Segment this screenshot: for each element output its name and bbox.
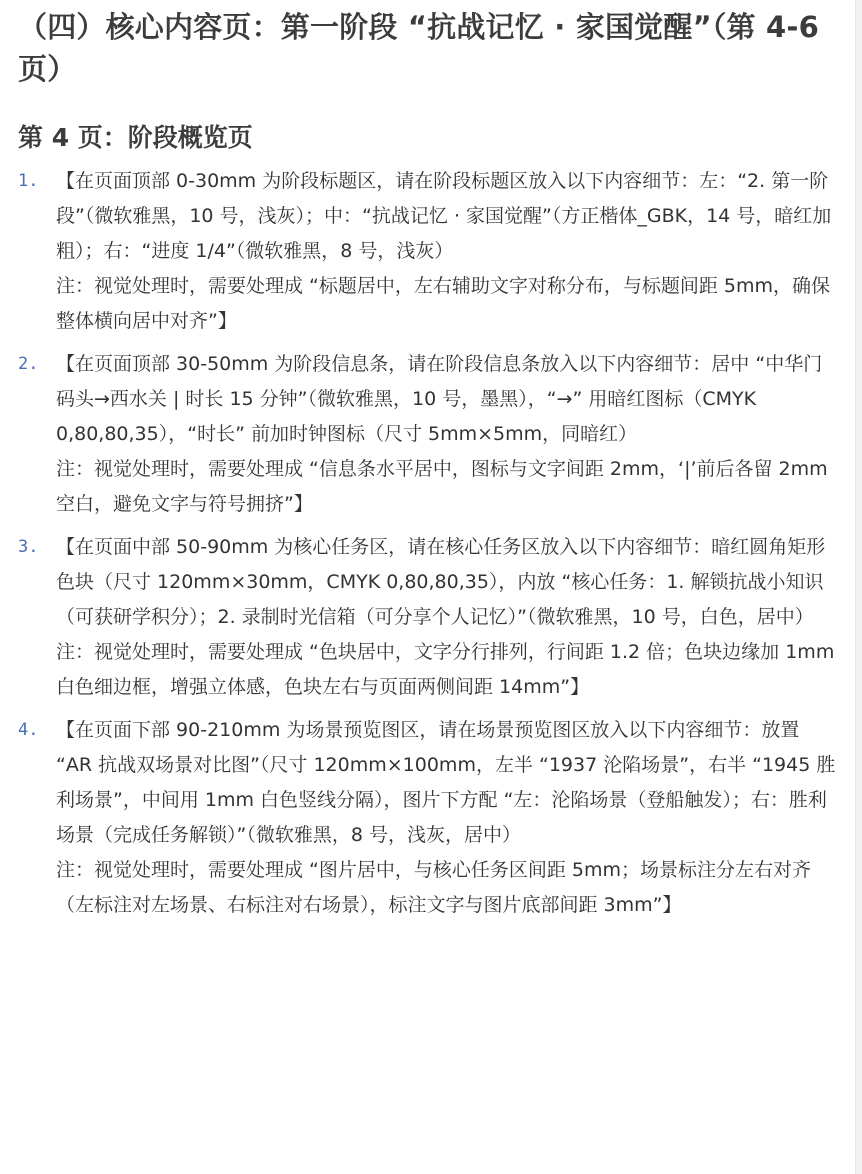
section-title: （四）核心内容页：第一阶段 “抗战记忆 · 家国觉醒”（第 4-6 页） [18, 10, 820, 86]
list-item-number: 4. [18, 720, 39, 740]
list-item-number: 2. [18, 354, 39, 374]
page-heading: 第 4 页：阶段概览页 [18, 123, 253, 152]
list-item [18, 164, 838, 339]
vertical-scrollbar[interactable] [855, 0, 862, 1174]
list-item-note: 注：视觉处理时，需要处理成 “信息条水平居中，图标与文字间距 2mm，‘|’前后各留 2mm 空白，避免文字与符号拥挤”】 [56, 458, 828, 515]
list-item [18, 347, 838, 522]
list-item-number: 3. [18, 537, 39, 557]
list-item-text: 【在页面顶部 0-30mm 为阶段标题区，请在阶段标题区放入以下内容细节：左：“2. 第一阶段”（微软雅黑，10 号，浅灰）；中：“抗战记忆 · 家国觉醒”（方正楷体_GBK，14 号，暗红加粗）；右：“进度 1/4”（微软雅黑，8 号，浅灰） [56, 170, 832, 262]
list-item-note: 注：视觉处理时，需要处理成 “图片居中，与核心任务区间距 5mm；场景标注分左右对齐（左标注对左场景、右标注对右场景），标注文字与图片底部间距 3mm”】 [56, 859, 812, 916]
list-item [18, 530, 838, 705]
list-item-note: 注：视觉处理时，需要处理成 “色块居中，文字分行排列，行间距 1.2 倍；色块边缘加 1mm 白色细边框，增强立体感，色块左右与页面两侧间距 14mm”】 [56, 641, 835, 698]
list-item-text: 【在页面顶部 30-50mm 为阶段信息条，请在阶段信息条放入以下内容细节：居中 “中华门码头→西水关 | 时长 15 分钟”（微软雅黑，10 号，墨黑），“→” 用暗红图标（CMYK 0,80,80,35），“时长” 前加时钟图标（尺寸 5mm×5mm，同暗红） [56, 353, 823, 445]
list-item-text: 【在页面下部 90-210mm 为场景预览图区，请在场景预览图区放入以下内容细节：放置 “AR 抗战双场景对比图”（尺寸 120mm×100mm，左半 “1937 沦陷场景”，右半 “1945 胜利场景”，中间用 1mm 白色竖线分隔），图片下方配 “左：沦陷场景（登船触发）；右：胜利场景（完成任务解锁）”（微软雅黑，8 号，浅灰，居中） [56, 719, 836, 846]
list-item-text: 【在页面中部 50-90mm 为核心任务区，请在核心任务区放入以下内容细节：暗红圆角矩形色块（尺寸 120mm×30mm，CMYK 0,80,80,35），内放 “核心任务：1. 解锁抗战小知识（可获研学积分）；2. 录制时光信箱（可分享个人记忆）”（微软雅黑，10 号，白色，居中） [56, 536, 826, 628]
list-item-number: 1. [18, 171, 39, 191]
list-item-note: 注：视觉处理时，需要处理成 “标题居中，左右辅助文字对称分布，与标题间距 5mm，确保整体横向居中对齐”】 [56, 275, 831, 332]
content-list [18, 164, 838, 923]
list-item [18, 713, 838, 923]
